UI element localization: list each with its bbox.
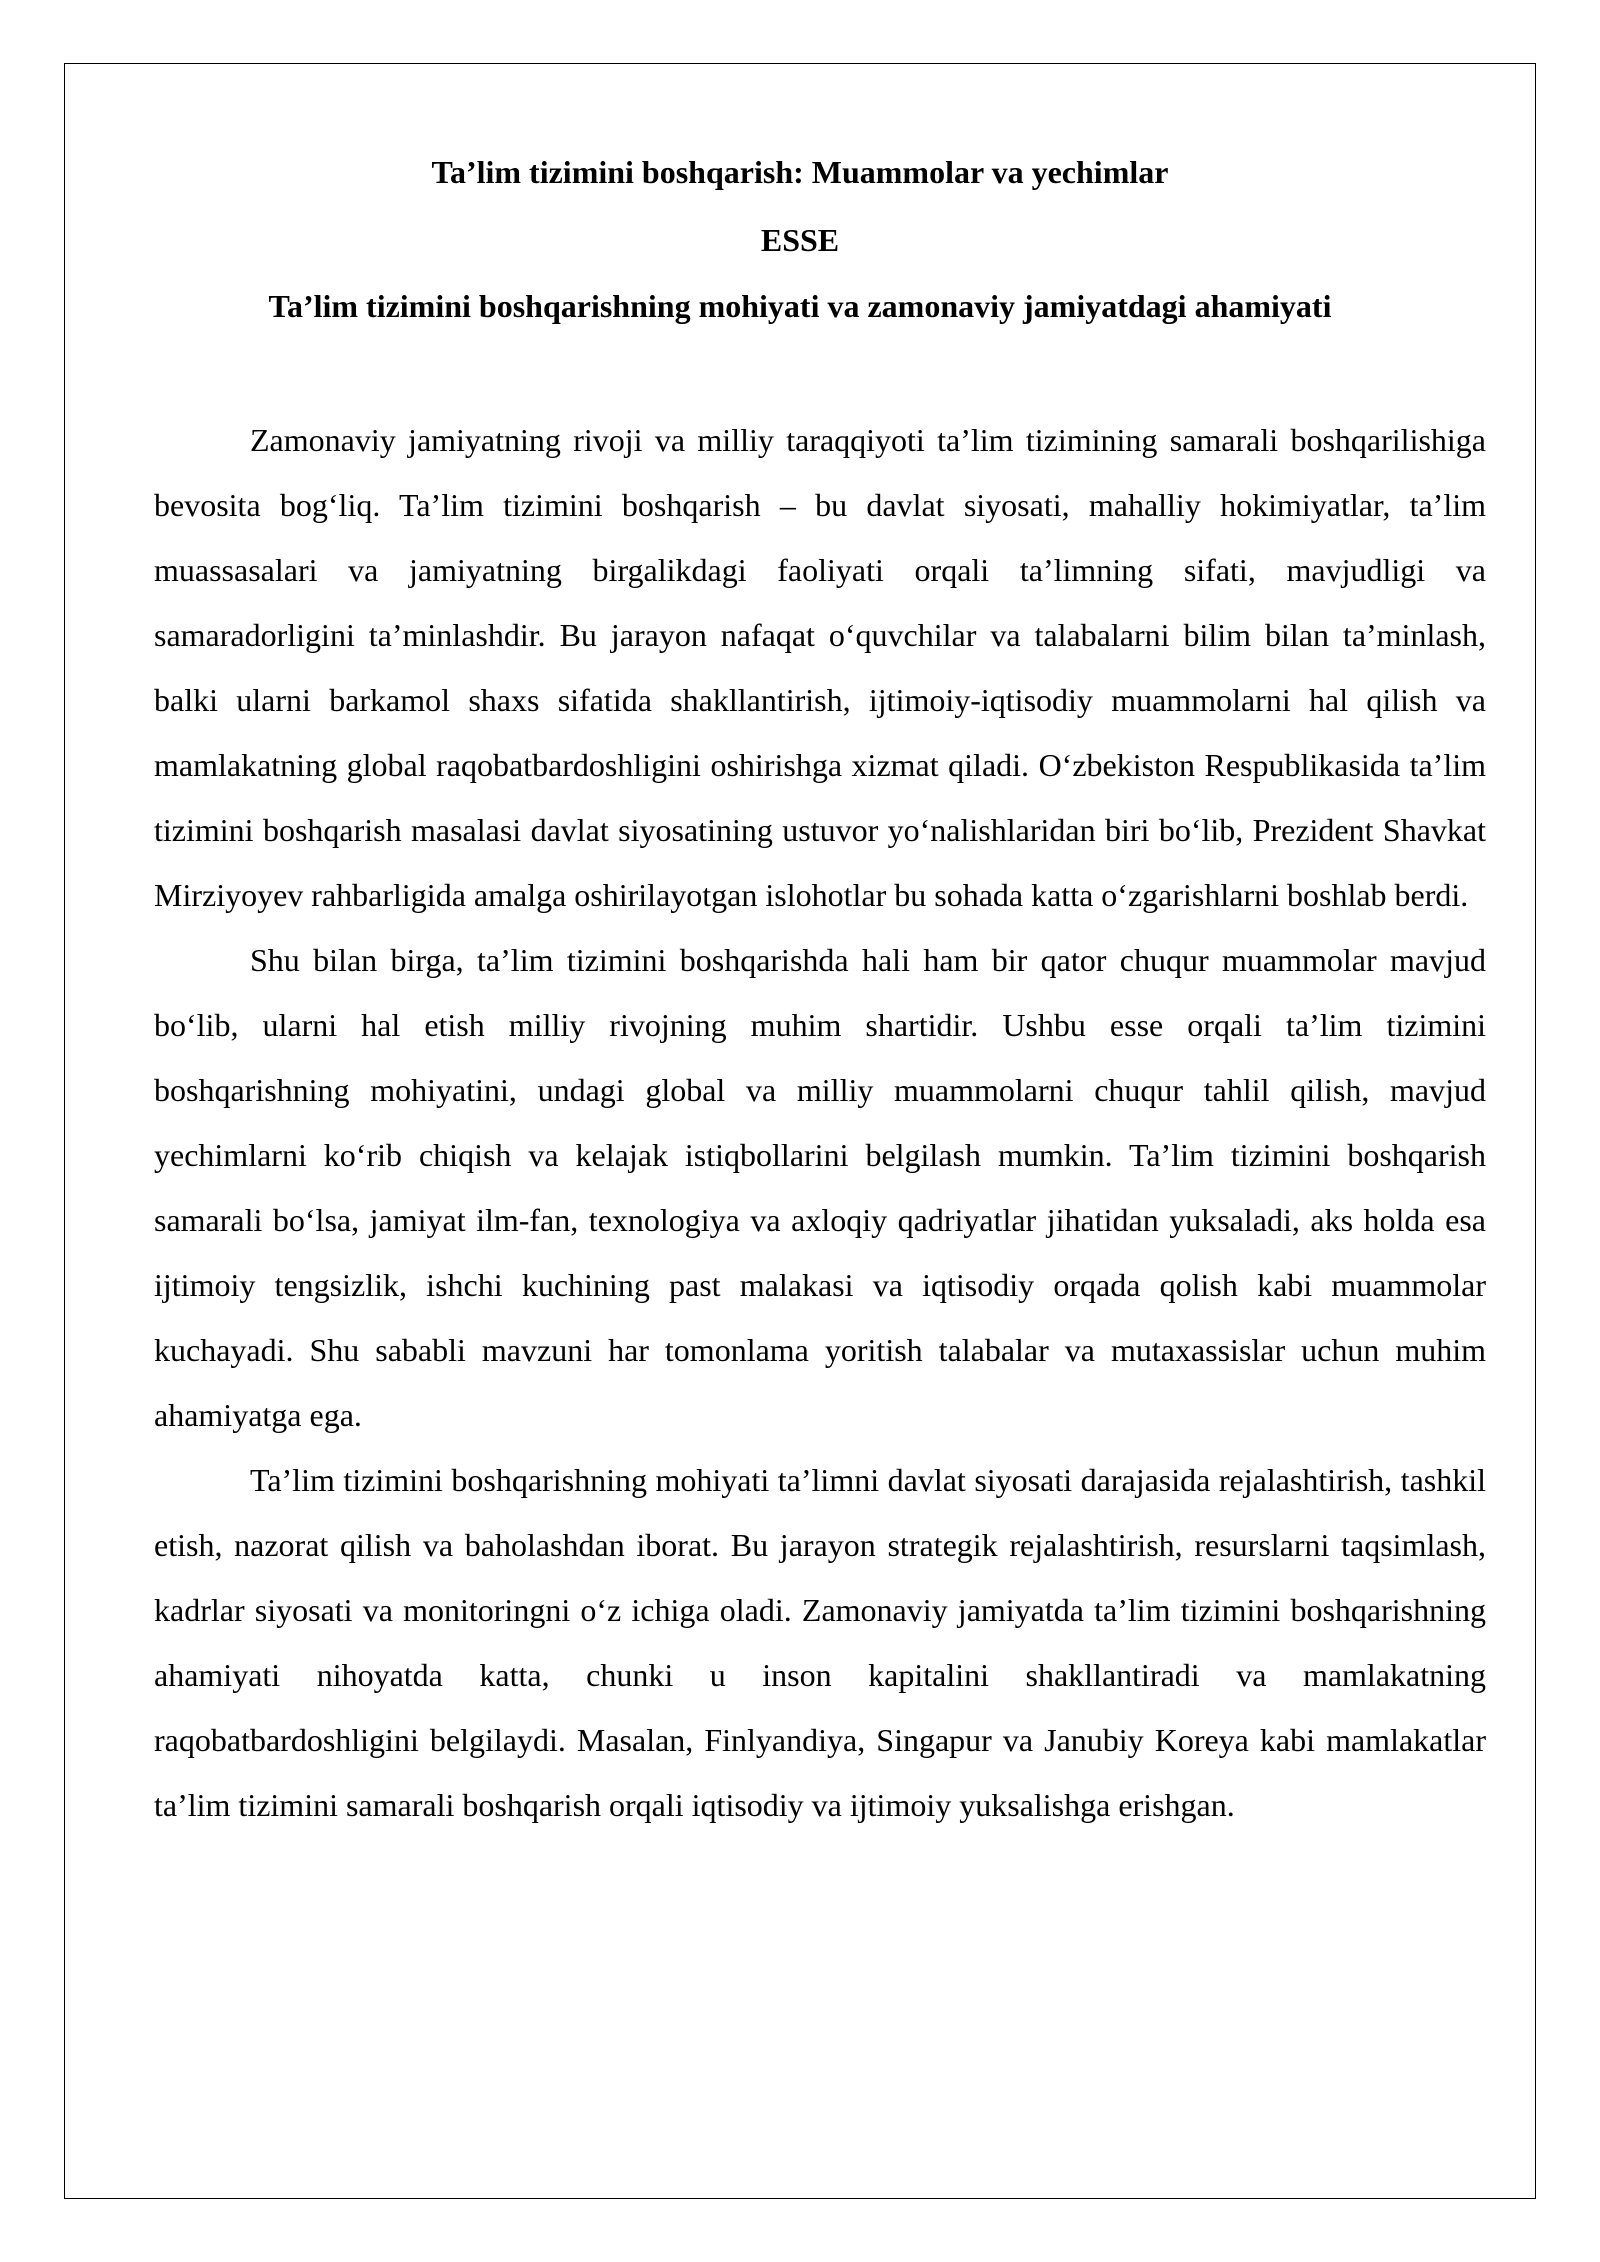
- section-heading: Ta’lim tizimini boshqarishning mohiyati va zamonaviy jamiyatdagi ahamiyati: [268, 288, 1332, 324]
- paragraph: Shu bilan birga, ta’lim tizimini boshqarishda hali ham bir qator chuqur muammolar mavjud bo‘lib, ularni hal etish milliy rivojning muhim shartidir. Ushbu esse orqali ta’lim tizimini boshqarishning mohiyatini, undagi global va milliy muammolarni chuqur tahlil qilish, mavjud yechimlarni ko‘rib chiqish va kelajak istiqbollarini belgilash mumkin. Ta’lim tizimini boshqarish samarali bo‘lsa, jamiyat ilm-fan, texnologiya va axloqiy qadriyatlar jihatidan yuksaladi, aks holda esa ijtimoiy tengsizlik, ishchi kuchining past malakasi va iqtisodiy orqada qolish kabi muammolar kuchayadi. Shu sababli mavzuni har tomonlama yoritish talabalar va mutaxassislar uchun muhim ahamiyatga ega.: [154, 942, 1486, 1433]
- paragraph: Ta’lim tizimini boshqarishning mohiyati ta’limni davlat siyosati darajasida rejalashtirish, tashkil etish, nazorat qilish va baholashdan iborat. Bu jarayon strategik rejalashtirish, resurslarni taqsimlash, kadrlar siyosati va monitoringni o‘z ichiga oladi. Zamonaviy jamiyatda ta’lim tizimini boshqarishning ahamiyati nihoyatda katta, chunki u inson kapitalini shakllantiradi va mamlakatning raqobatbardoshligini belgilaydi. Masalan, Finlyandiya, Singapur va Janubiy Koreya kabi mamlakatlar ta’lim tizimini samarali boshqarish orqali iqtisodiy va ijtimoiy yuksalishga erishgan.: [154, 1462, 1486, 1823]
- essay-body: [154, 408, 1486, 1838]
- paragraph: Zamonaviy jamiyatning rivoji va milliy taraqqiyoti ta’lim tizimining samarali boshqarilishiga bevosita bog‘liq. Ta’lim tizimini boshqarish – bu davlat siyosati, mahalliy hokimiyatlar, ta’lim muassasalari va jamiyatning birgalikdagi faoliyati orqali ta’limning sifati, mavjudligi va samaradorligini ta’minlashdir. Bu jarayon nafaqat o‘quvchilar va talabalarni bilim bilan ta’minlash, balki ularni barkamol shaxs sifatida shakllantirish, ijtimoiy-iqtisodiy muammolarni hal qilish va mamlakatning global raqobatbardoshligini oshirishga xizmat qiladi. O‘zbekiston Respublikasida ta’lim tizimini boshqarish masalasi davlat siyosatining ustuvor yo‘nalishlaridan biri bo‘lib, Prezident Shavkat Mirziyoyev rahbarligida amalga oshirilayotgan islohotlar bu sohada katta o‘zgarishlarni boshlab berdi.: [154, 422, 1486, 913]
- document-title: Ta’lim tizimini boshqarish: Muammolar va yechimlar: [431, 154, 1169, 190]
- document-subtitle: ESSE: [760, 222, 840, 258]
